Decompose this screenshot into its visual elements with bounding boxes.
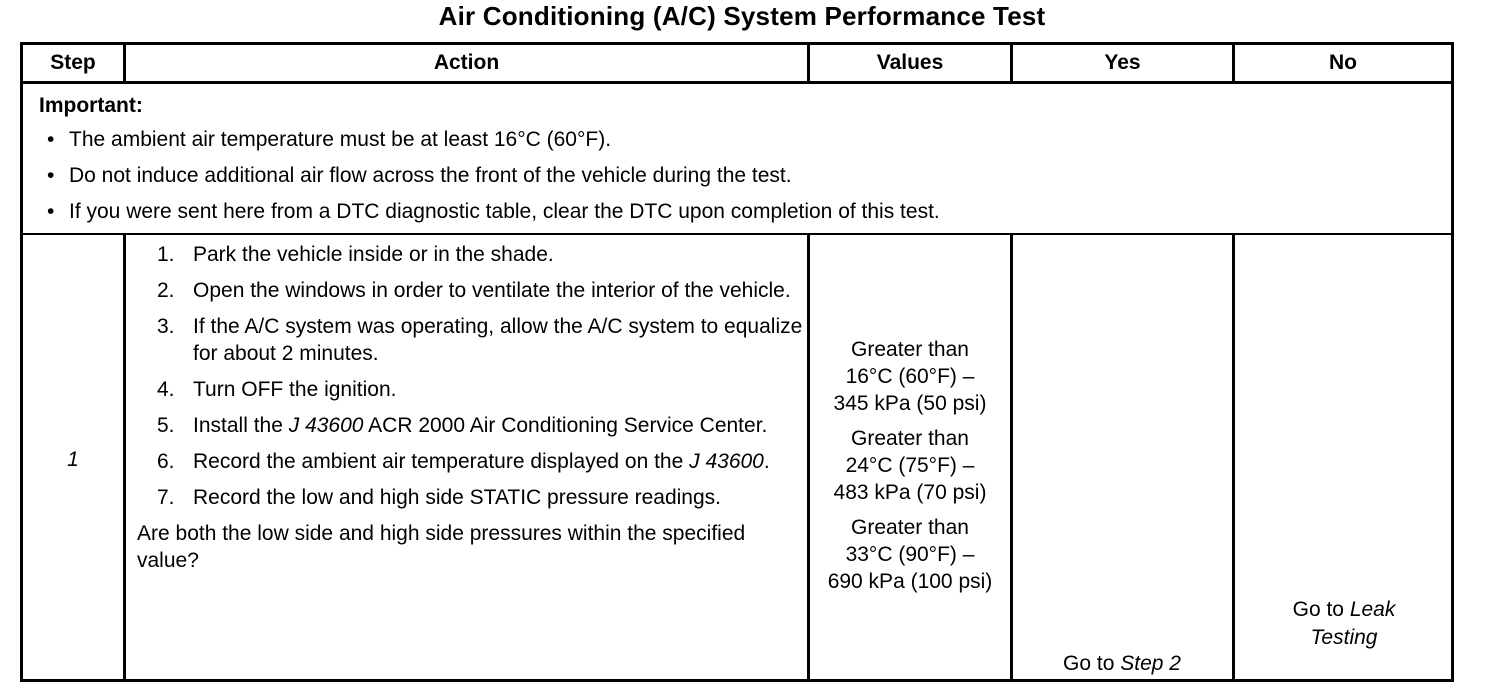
value-line: 483 kPa (70 psi) xyxy=(833,481,987,504)
value-line: 33°C (90°F) – xyxy=(845,543,975,566)
tool-reference: J 43600 xyxy=(689,450,764,473)
header-divider xyxy=(23,81,1451,84)
action-text: Turn OFF the ignition. xyxy=(193,378,397,401)
value-line: Greater than xyxy=(851,516,969,539)
col-header-values: Values xyxy=(876,51,944,74)
action-text-pre: Install the xyxy=(193,414,289,437)
action-item xyxy=(137,313,809,367)
value-line: 16°C (60°F) – xyxy=(845,365,975,388)
important-divider xyxy=(23,233,1451,235)
page-title: Air Conditioning (A/C) System Performance Test xyxy=(438,1,1046,31)
action-text: Park the vehicle inside or in the shade. xyxy=(193,243,554,266)
action-number: 2. xyxy=(157,279,175,302)
action-text-post: ACR 2000 Air Conditioning Service Center. xyxy=(363,414,768,437)
action-number: 6. xyxy=(157,450,175,473)
col-divider-step-body xyxy=(123,234,126,680)
important-bullet: • If you were sent here from a DTC diagnostic table, clear the DTC upon completion of this test. xyxy=(39,194,1429,230)
no-leak-testing-link-cont[interactable]: Testing xyxy=(1310,626,1378,649)
value-group xyxy=(809,514,1011,595)
important-note xyxy=(39,90,1429,230)
action-text: If the A/C system was operating, allow the A/C system to equalize for about 2 minutes. xyxy=(193,315,803,365)
important-list xyxy=(39,122,1429,230)
yes-cell xyxy=(1012,649,1232,679)
no-leak-testing-link[interactable]: Leak xyxy=(1349,598,1396,621)
action-number: 1. xyxy=(157,243,175,266)
performance-test-table xyxy=(20,42,1454,682)
yes-step-link[interactable]: Step 2 xyxy=(1120,652,1181,675)
tool-reference: J 43600 xyxy=(288,414,364,437)
value-line: 345 kPa (50 psi) xyxy=(833,392,987,415)
important-bullet: • Do not induce additional air flow across the front of the vehicle during the test. xyxy=(39,158,1429,194)
action-text: Open the windows in order to ventilate the interior of the vehicle. xyxy=(193,279,791,302)
action-text-pre: Record the ambient air temperature displayed on the xyxy=(193,450,690,473)
value-line: Greater than xyxy=(851,427,969,450)
action-item xyxy=(137,277,809,304)
yes-prefix: Go to xyxy=(1063,652,1121,675)
action-number: 7. xyxy=(157,486,175,509)
no-prefix: Go to xyxy=(1292,598,1350,621)
important-label: Important: xyxy=(39,94,143,117)
action-number: 4. xyxy=(157,378,175,401)
no-cell xyxy=(1234,596,1454,652)
step-number: 1 xyxy=(67,448,79,471)
value-line: 690 kPa (100 psi) xyxy=(827,570,993,593)
action-item xyxy=(137,376,809,403)
values-cell xyxy=(809,336,1011,603)
action-number: 5. xyxy=(157,414,175,437)
action-item xyxy=(137,448,809,475)
col-header-action: Action xyxy=(433,51,500,74)
action-item xyxy=(137,412,809,439)
col-header-no: No xyxy=(1329,51,1357,74)
action-item xyxy=(137,484,809,511)
col-header-yes: Yes xyxy=(1104,51,1141,74)
value-group xyxy=(809,336,1011,417)
action-cell xyxy=(137,241,809,574)
action-item xyxy=(137,241,809,268)
value-line: 24°C (75°F) – xyxy=(845,454,975,477)
value-group xyxy=(809,425,1011,506)
action-number: 3. xyxy=(157,315,175,338)
action-text: Record the low and high side STATIC pressure readings. xyxy=(193,486,721,509)
col-header-step: Step xyxy=(50,51,96,74)
important-bullet: • The ambient air temperature must be at least 16°C (60°F). xyxy=(39,122,1429,158)
value-line: Greater than xyxy=(851,338,969,361)
action-list xyxy=(137,241,809,511)
step-question: Are both the low side and high side pressures within the specified value? xyxy=(137,522,746,572)
action-text-post: . xyxy=(763,450,770,473)
